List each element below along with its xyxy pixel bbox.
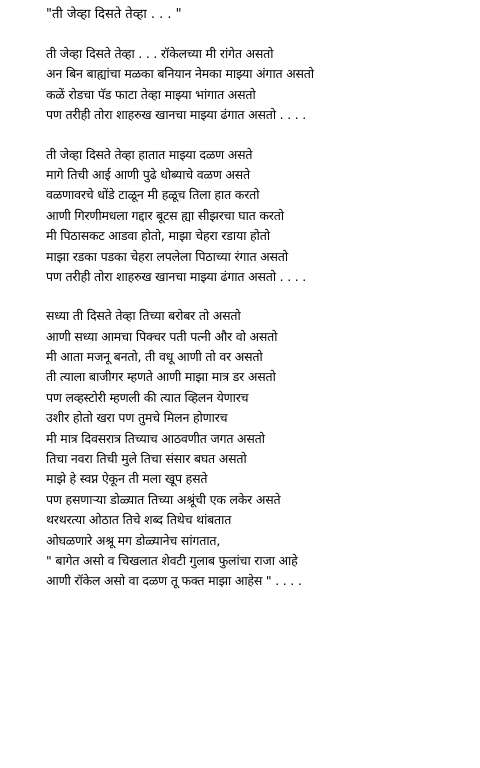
poem-line: सध्या ती दिसते तेव्हा तिच्या बरोबर तो असतो (46, 308, 241, 324)
poem (46, 4, 466, 592)
poem-line: थरथरत्या ओठात तिचे शब्द तिथेच थांबतात (46, 512, 232, 528)
poem-line: ती जेव्हा दिसते तेव्हा हातात माझ्या दळण असते (46, 146, 253, 162)
stanza-3 (46, 306, 466, 591)
poem-line: पण लव्हस्टोरी म्हणली की त्यात व्हिलन येणारच (46, 389, 249, 405)
poem-line: ओघळणारे अश्रू मग डोळ्यानेच सांगतात, (46, 532, 221, 548)
poem-line: पण हसणाऱ्या डोळ्यात तिच्या अश्रूंची एक लकेर असते (46, 491, 281, 507)
stanza-1 (46, 44, 466, 126)
poem-line: मी पिठासकट आडवा होतो, माझा चेहरा रडाया होतो (46, 228, 270, 244)
poem-line: वळणावरचे धोंडे टाळून मी हळूच तिला हात करतो (46, 187, 260, 203)
poem-line: मी आता मजनू बनतो, ती वधू आणी तो वर असतो (46, 349, 263, 365)
poem-line: आणी सध्या आमचा पिक्चर पती पत्नी और वो असतो (46, 328, 278, 344)
poem-line: कळें रोडचा पॅड फाटा तेव्हा माझ्या भांगात असतो (46, 86, 256, 102)
poem-line: पण तरीही तोरा शाहरुख खानचा माझ्या ढंगात असतो . . . . (46, 268, 307, 284)
poem-line: मागे तिची आई आणी पुढे धोब्याचे वळण असते (46, 166, 250, 182)
poem-line: " बागेत असो व चिखलात शेवटी गुलाब फुलांचा राजा आहे (46, 552, 298, 568)
poem-line: ती त्याला बाजीगर म्हणते आणी माझा मात्र डर असतो (46, 369, 276, 385)
poem-line: पण तरीही तोरा शाहरुख खानचा माझ्या ढंगात असतो . . . . (46, 107, 307, 123)
poem-line: आणी रॉकेल असो वा दळण तू फक्त माझा आहेस " . . . . (46, 573, 302, 589)
poem-line: आणी गिरणीमधला गद्दार बूटस ह्या सीझरचा घात करतो (46, 207, 284, 223)
poem-title: "ती जेव्हा दिसते तेव्हा . . . " (46, 7, 182, 22)
stanza-2 (46, 145, 466, 288)
poem-line: तिचा नवरा तिची मुले तिचा संसार बघत असतो (46, 451, 247, 467)
poem-line: माझे हे स्वप्न ऐकून ती मला खूप हसते (46, 471, 208, 487)
poem-line: उशीर होतो खरा पण तुमचे मिलन होणारच (46, 410, 228, 426)
poem-line: अन बिन बाह्यांचा मळका बनियान नेमका माझ्या अंगात असतो (46, 66, 314, 82)
poem-line: माझा रडका पडका चेहरा लपलेला पिठाच्या रंगात असतो (46, 248, 288, 264)
poem-line: मी मात्र दिवसरात्र तिच्याच आठवणीत जगत असतो (46, 430, 265, 446)
poem-line: ती जेव्हा दिसते तेव्हा . . . रॉकेलच्या मी रांगेत असतो (46, 46, 274, 61)
